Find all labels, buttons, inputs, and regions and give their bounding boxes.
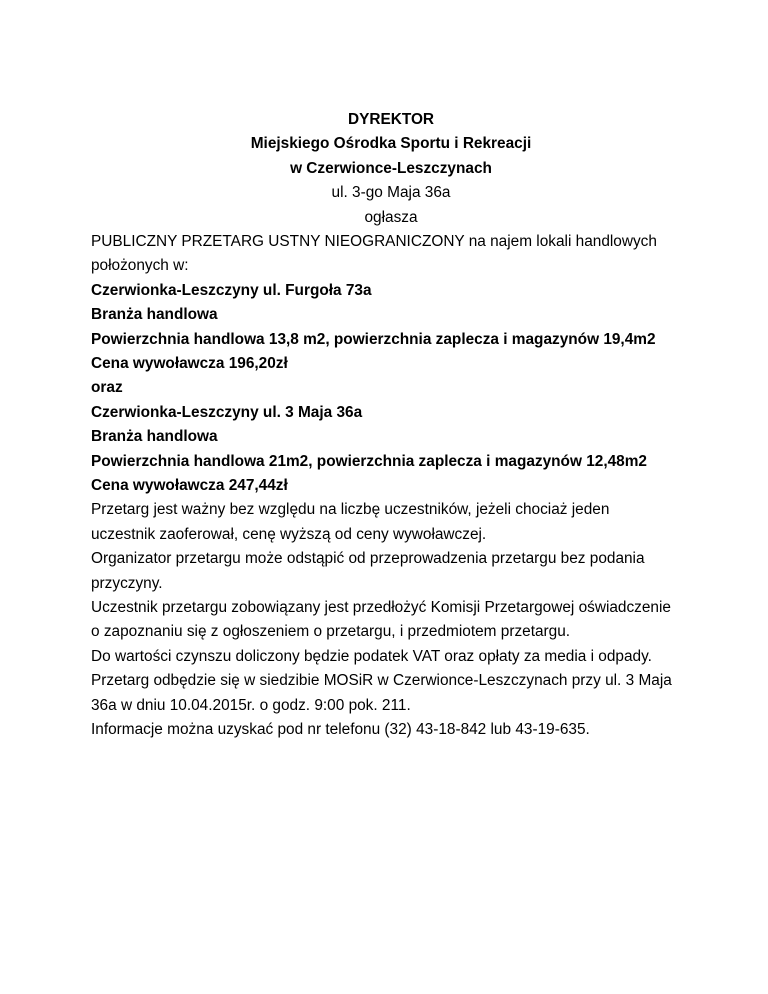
terms-line: uczestnik zaoferował, cenę wyższą od ceny wywoławczej. [91, 525, 487, 543]
document-header [91, 108, 691, 230]
organization-name: Miejskiego Ośrodka Sportu i Rekreacji [250, 135, 532, 153]
intro-line: położonych w: [91, 257, 189, 275]
terms-line: o zapoznaniu się z ogłoszeniem o przetargu, i przedmiotem przetargu. [91, 623, 571, 641]
terms-line: Przetarg jest ważny bez względu na liczbę uczestników, jeżeli chociaż jeden [91, 501, 610, 519]
terms-line: Informacje można uzyskać pod nr telefonu (32) 43-18-842 lub 43-19-635. [91, 721, 590, 739]
premises-price: Cena wywoławcza 247,44zł [91, 477, 288, 495]
conjunction: oraz [91, 379, 123, 397]
premises-area: Powierzchnia handlowa 13,8 m2, powierzchnia zaplecza i magazynów 19,4m2 [91, 330, 656, 348]
announcement-document [91, 108, 691, 742]
premises-location: Czerwionka-Leszczyny ul. Furgoła 73a [91, 281, 372, 299]
document-body [91, 230, 691, 743]
terms-line: Przetarg odbędzie się w siedzibie MOSiR w Czerwionce-Leszczynach przy ul. 3 Maja [91, 672, 672, 690]
terms-line: Do wartości czynszu doliczony będzie podatek VAT oraz opłaty za media i odpady. [91, 647, 652, 665]
organization-address: ul. 3-go Maja 36a [331, 184, 451, 202]
premises-branch: Branża handlowa [91, 306, 218, 324]
organization-city: w Czerwionce-Leszczynach [290, 159, 492, 177]
premises-location: Czerwionka-Leszczyny ul. 3 Maja 36a [91, 403, 363, 421]
terms-line: 36a w dniu 10.04.2015r. o godz. 9:00 pok. 211. [91, 696, 411, 714]
premises-price: Cena wywoławcza 196,20zł [91, 354, 288, 372]
premises-area: Powierzchnia handlowa 21m2, powierzchnia zaplecza i magazynów 12,48m2 [91, 452, 647, 470]
terms-line: przyczyny. [91, 574, 163, 592]
terms-line: Organizator przetargu może odstąpić od przeprowadzenia przetargu bez podania [91, 550, 645, 568]
director-title: DYREKTOR [347, 111, 435, 128]
announces-verb: ogłasza [364, 208, 418, 226]
terms-line: Uczestnik przetargu zobowiązany jest przedłożyć Komisji Przetargowej oświadczenie [91, 599, 671, 617]
intro-line: PUBLICZNY PRZETARG USTNY NIEOGRANICZONY na najem lokali handlowych [91, 232, 657, 250]
premises-branch: Branża handlowa [91, 428, 218, 446]
